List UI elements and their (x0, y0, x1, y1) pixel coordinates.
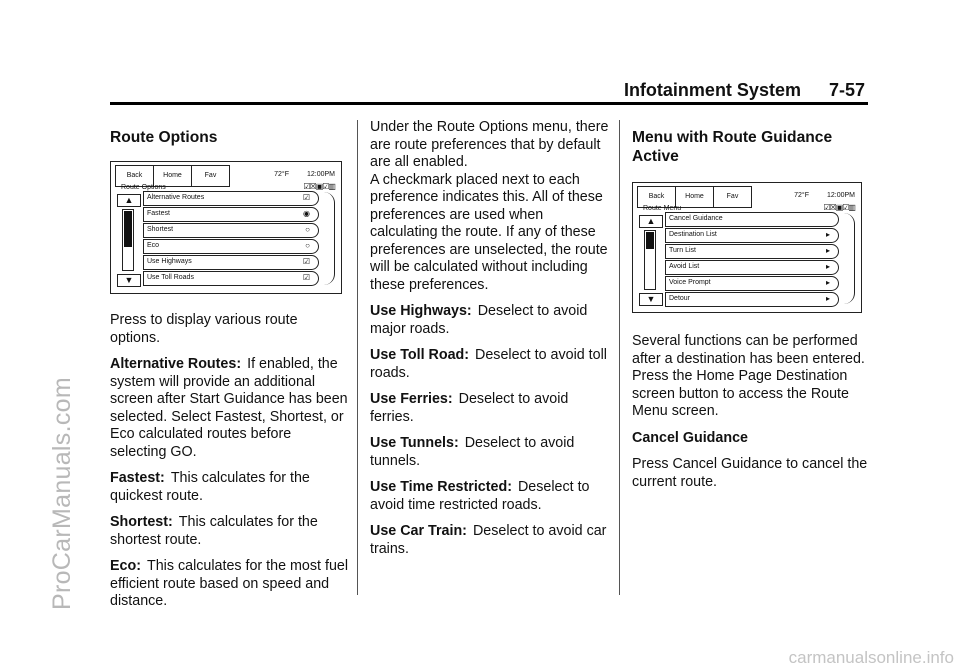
arrow-right-icon: ▸ (825, 230, 830, 240)
option-label: Fastest (147, 210, 170, 218)
definition (370, 435, 610, 470)
term: Use Car Train: (370, 523, 467, 539)
list-curve (844, 213, 855, 304)
term: Eco: (110, 558, 141, 574)
definition-text: Deselect to avoid tunnels. (370, 435, 575, 469)
definition (370, 479, 610, 514)
right-column (632, 128, 872, 500)
running-header (624, 80, 865, 101)
menu-destination-list[interactable] (665, 228, 839, 243)
route-menu-screen (632, 182, 862, 313)
option-label: Use Toll Roads (147, 274, 194, 282)
arrow-right-icon: ▸ (825, 262, 830, 272)
definition-text: This calculates for the quickest route. (110, 470, 310, 504)
option-alternative-routes[interactable] (143, 191, 319, 206)
definition (370, 347, 610, 382)
option-label: Use Highways (147, 258, 192, 266)
cancel-guidance-subheading (632, 430, 872, 448)
menu-detour[interactable] (665, 292, 839, 307)
menu-voice-prompt[interactable] (665, 276, 839, 291)
menu-avoid-list[interactable] (665, 260, 839, 275)
column-divider-2 (619, 120, 620, 595)
definition (370, 523, 610, 558)
arrow-right-icon: ▸ (825, 294, 830, 304)
term: Use Time Restricted: (370, 479, 512, 495)
screen-title: Route Menu (643, 205, 682, 212)
home-button[interactable]: Home (153, 165, 192, 187)
middle-column (370, 119, 610, 567)
term: Alternative Routes: (110, 356, 242, 372)
scroll-up-button[interactable]: ▲ (639, 215, 663, 228)
home-button[interactable]: Home (675, 186, 714, 208)
term: Use Tunnels: (370, 435, 459, 451)
menu-label: Avoid List (669, 263, 700, 271)
menu-label: Voice Prompt (669, 279, 711, 287)
arrow-right-icon: ▸ (825, 246, 830, 256)
option-use-toll-roads[interactable] (143, 271, 319, 286)
arrow-right-icon: ▸ (825, 278, 830, 288)
bottom-watermark: carmanualsonline.info (788, 648, 954, 667)
definition-text: If enabled, the system will provide an additional screen after Start Guidance has been selected. Select Fastest, Shortest, or Eco calculated routes before selecting GO. (110, 356, 348, 460)
menu-label: Destination List (669, 231, 717, 239)
intro-paragraph: A checkmark placed next to each preference indicates this. All of these preferences are used when calculating the route. If any of these preferences are unselected, the route will be calculated without including these preferences. (370, 171, 608, 293)
route-options-list (143, 191, 319, 288)
definition-text: Deselect to avoid car trains. (370, 523, 607, 557)
cancel-guidance-paragraph: Press Cancel Guidance to cancel the current route. (632, 456, 868, 490)
back-button[interactable]: Back (115, 165, 154, 187)
clock: 12:00PM (306, 171, 335, 178)
fav-button[interactable]: Fav (191, 165, 230, 187)
menu-cancel-guidance[interactable] (665, 212, 839, 227)
temperature: 72°F (794, 192, 809, 199)
menu-label: Turn List (669, 247, 696, 255)
fav-button[interactable]: Fav (713, 186, 752, 208)
route-options-screen (110, 161, 342, 294)
menu-label: Detour (669, 295, 691, 303)
definition-text: Deselect to avoid ferries. (370, 391, 569, 425)
left-column (110, 128, 350, 620)
option-label: Alternative Routes (147, 194, 205, 201)
section-title: Infotainment System (623, 80, 801, 100)
term: Use Ferries: (370, 391, 453, 407)
term: Use Highways: (370, 303, 472, 319)
route-menu-list (665, 212, 839, 309)
definition (110, 356, 350, 461)
page-number: 7-57 (828, 80, 865, 100)
scrollbar[interactable] (644, 230, 656, 290)
scroll-thumb[interactable] (124, 211, 132, 247)
definition-text: This calculates for the shortest route. (110, 514, 318, 548)
intro-paragraph: Under the Route Options menu, there are route preferences that by default are all enabled. (370, 119, 609, 170)
definition (110, 470, 350, 505)
term: Use Toll Road: (370, 347, 470, 363)
header-rule (110, 102, 868, 105)
scroll-down-button[interactable]: ▼ (639, 293, 663, 306)
option-eco[interactable] (143, 239, 319, 254)
column-divider-1 (357, 120, 358, 595)
radio-selected-icon: ◉ (303, 209, 310, 219)
clock: 12:00PM (826, 192, 855, 199)
checkbox-icon: ☑ (302, 273, 310, 283)
term: Shortest: (110, 514, 173, 530)
intro-paragraph: Press to display various route options. (110, 312, 298, 346)
definition (110, 514, 350, 549)
scroll-thumb[interactable] (646, 232, 654, 249)
definition-text: Deselect to avoid toll roads. (370, 347, 607, 381)
checkbox-icon: ☑ (302, 257, 310, 267)
definition (370, 391, 610, 426)
status-icons: ☑☒▣☑▥ (303, 182, 335, 191)
menu-turn-list[interactable] (665, 244, 839, 259)
radio-icon: ○ (305, 225, 310, 235)
option-label: Shortest (147, 226, 174, 234)
definition-text: This calculates for the most fuel efficient route based on speed and distance. (110, 558, 349, 609)
temperature: 72°F (274, 171, 289, 178)
status-icons: ☑☒▣☑▥ (823, 203, 855, 212)
screen-title: Route Options (121, 184, 166, 191)
radio-icon: ○ (305, 241, 310, 251)
definition-text: Deselect to avoid time restricted roads. (370, 479, 590, 513)
menu-label: Cancel Guidance (669, 215, 723, 222)
list-curve (324, 192, 335, 285)
option-shortest[interactable] (143, 223, 319, 238)
functions-paragraph: Several functions can be performed after a destination has been entered. Press the Home Page Destination screen button to access the Route Menu screen. (632, 333, 865, 419)
option-use-highways[interactable] (143, 255, 319, 270)
option-fastest[interactable] (143, 207, 319, 222)
definition-text: Deselect to avoid major roads. (370, 303, 588, 337)
scrollbar[interactable] (122, 209, 134, 271)
scroll-up-button[interactable]: ▲ (117, 194, 141, 207)
side-watermark: ProCarManuals.com (48, 377, 76, 610)
term: Fastest: (110, 470, 165, 486)
back-button[interactable]: Back (637, 186, 676, 208)
subheading-text: Cancel Guidance (632, 429, 749, 446)
route-options-heading: Route Options (110, 129, 218, 146)
checkbox-icon: ☑ (302, 193, 310, 202)
definition (110, 558, 350, 611)
route-guidance-heading: Menu with Route Guidance Active (632, 129, 833, 165)
option-label: Eco (147, 242, 160, 250)
definition (370, 303, 610, 338)
scroll-down-button[interactable]: ▼ (117, 274, 141, 287)
